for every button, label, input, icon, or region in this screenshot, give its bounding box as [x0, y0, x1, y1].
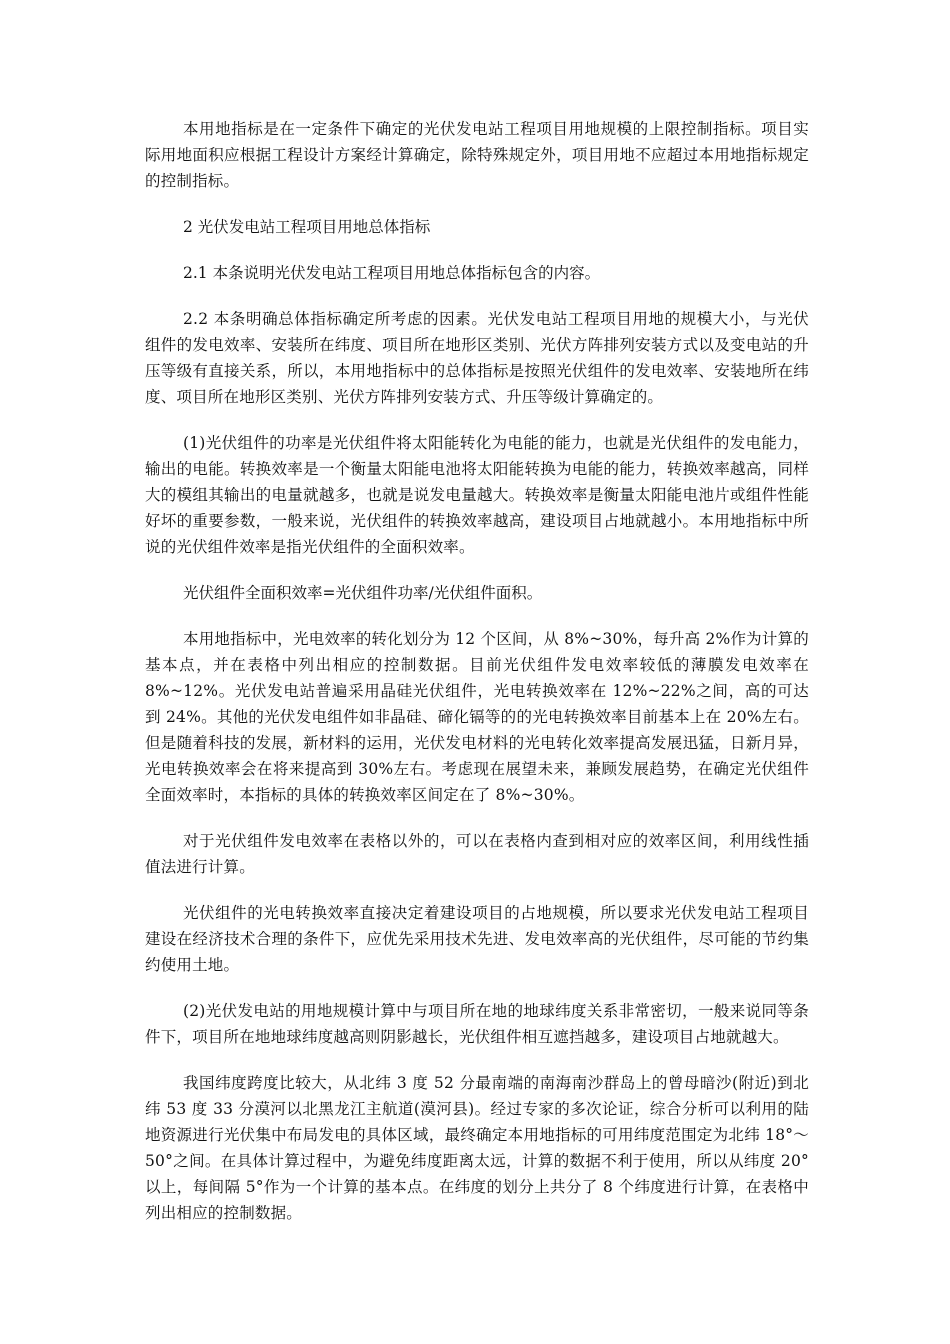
paragraph-latitude-range: 我国纬度跨度比较大，从北纬 3 度 52 分最南端的南海南沙群岛上的曾母暗沙(附近)到北纬 53 度 33 分漠河以北黑龙江主航道(漠河县)。经过专家的多次论证，综合分析可以利用的陆地资源进行光伏集中布局发电的具体区域，最终确定本用地指标的可用纬度范围定为北纬 18°～50°之间。在具体计算过程中，为避免纬度距离太远，计算的数据不利于使用，所以从纬度 20°以上，每间隔 5°作为一个计算的基本点。在纬度的划分上共分了 8 个纬度进行计算，在表格中列出相应的控制数据。 [145, 1074, 809, 1222]
clause-2-1: 2.1 本条说明光伏发电站工程项目用地总体指标包含的内容。 [183, 264, 601, 282]
clause-2-2: 2.2 本条明确总体指标确定所考虑的因素。光伏发电站工程项目用地的规模大小，与光伏组件的发电效率、安装所在纬度、项目所在地形区类别、光伏方阵排列安装方式以及变电站的升压等级有直接关系，所以，本用地指标中的总体指标是按照光伏组件的发电效率、安装地所在纬度、项目所在地形区类别、光伏方阵排列安装方式、升压等级计算确定的。 [145, 310, 809, 406]
paragraph-land-saving: 光伏组件的光电转换效率直接决定着建设项目的占地规模，所以要求光伏发电站工程项目建设在经济技术合理的条件下，应优先采用技术先进、发电效率高的光伏组件，尽可能的节约集约使用土地。 [145, 904, 809, 974]
section-heading-2: 2 光伏发电站工程项目用地总体指标 [183, 218, 431, 236]
formula-full-area-efficiency: 光伏组件全面积效率=光伏组件功率/光伏组件面积。 [183, 584, 543, 602]
document-body [145, 116, 809, 1246]
paragraph-module-efficiency: (1)光伏组件的功率是光伏组件将太阳能转化为电能的能力，也就是光伏组件的发电能力，输出的电能。转换效率是一个衡量太阳能电池将太阳能转换为电能的能力，转换效率越高，同样大的模组其输出的电量就越多，也就是说发电量越大。转换效率是衡量太阳能电池片或组件性能好坏的重要参数，一般来说，光伏组件的转换效率越高，建设项目占地就越小。本用地指标中所说的光伏组件效率是指光伏组件的全面积效率。 [145, 434, 809, 556]
paragraph-efficiency-intervals: 本用地指标中，光电效率的转化划分为 12 个区间，从 8%~30%，每升高 2%作为计算的基本点，并在表格中列出相应的控制数据。目前光伏组件发电效率较低的薄膜发电效率在 8%~12%。光伏发电站普遍采用晶硅光伏组件，光电转换效率在 12%~22%之间，高的可达到 24%。其他的光伏发电组件如非晶硅、碲化镉等的的光电转换效率目前基本上在 20%左右。但是随着科技的发展，新材料的运用，光伏发电材料的光电转化效率提高发展迅猛，日新月异，光电转换效率会在将来提高到 30%左右。考虑现在展望未来，兼顾发展趋势，在确定光伏组件全面效率时，本指标的具体的转换效率区间定在了 8%~30%。 [145, 630, 809, 804]
paragraph-scope-of-indicator: 本用地指标是在一定条件下确定的光伏发电站工程项目用地规模的上限控制指标。项目实际用地面积应根据工程设计方案经计算确定，除特殊规定外，项目用地不应超过本用地指标规定的控制指标。 [145, 120, 809, 190]
paragraph-latitude-relation: (2)光伏发电站的用地规模计算中与项目所在地的地球纬度关系非常密切，一般来说同等条件下，项目所在地地球纬度越高则阴影越长，光伏组件相互遮挡越多，建设项目占地就越大。 [145, 1002, 809, 1046]
paragraph-interpolation: 对于光伏组件发电效率在表格以外的，可以在表格内查到相对应的效率区间，利用线性插值法进行计算。 [145, 832, 809, 876]
